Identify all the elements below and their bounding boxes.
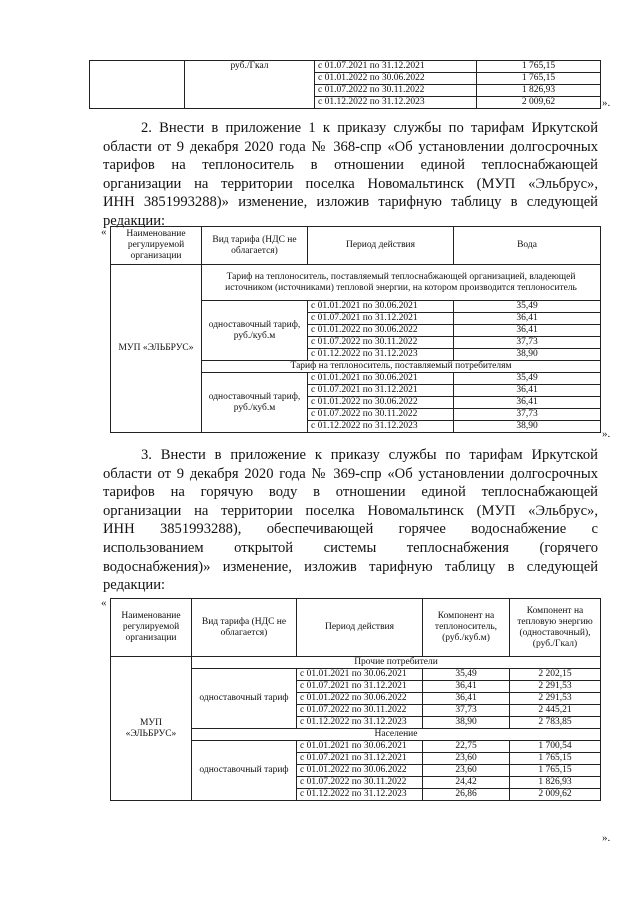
period-cell: с 01.07.2021 по 31.12.2021 — [297, 753, 423, 765]
carrier-value-cell: 23,60 — [423, 765, 510, 777]
period-cell: с 01.01.2021 по 30.06.2021 — [308, 373, 454, 385]
period-cell: с 01.07.2022 по 30.11.2022 — [308, 337, 454, 349]
opening-quote: « — [101, 226, 107, 238]
carrier-value-cell: 36,41 — [423, 693, 510, 705]
hot-water-tariff-table — [110, 598, 601, 801]
value-cell: 36,41 — [454, 313, 601, 325]
paragraph-line: 3. Внести в приложение к приказу службы по тарифам Иркутской — [141, 447, 598, 463]
top-tariff-table-fragment — [89, 60, 601, 109]
period-cell: с 01.01.2022 по 30.06.2022 — [315, 73, 477, 85]
energy-value-cell: 2 291,53 — [510, 681, 601, 693]
period-cell: с 01.01.2021 по 30.06.2021 — [297, 669, 423, 681]
closing-quote: ». — [602, 428, 611, 440]
carrier-value-cell: 37,73 — [423, 705, 510, 717]
header-org: Наименование регулируемой организации — [111, 227, 202, 265]
header-org: Наименование регулируемой организации — [111, 599, 192, 657]
org-name: МУП «ЭЛЬБРУС» — [111, 657, 192, 801]
period-cell: с 01.07.2022 по 30.11.2022 — [297, 705, 423, 717]
header-period: Период действия — [308, 227, 454, 265]
header-tariff-type: Вид тарифа (НДС не облагается) — [202, 227, 308, 265]
paragraph-3 — [103, 446, 598, 595]
closing-quote: ». — [602, 832, 611, 844]
energy-value-cell: 2 202,15 — [510, 669, 601, 681]
value-cell: 36,41 — [454, 397, 601, 409]
paragraph-line: организации на территории поселка Новомальтинск (МУП «Эльбрус», — [103, 502, 598, 519]
period-cell: с 01.12.2022 по 31.12.2023 — [315, 97, 477, 109]
header-carrier-component: Компонент на теплоноситель, (руб./куб.м) — [423, 599, 510, 657]
paragraph-line: редакции: — [103, 577, 166, 594]
paragraph-line: тарифов на горячую воду в отношении единой теплоснабжающей — [103, 484, 598, 501]
value-cell: 35,49 — [454, 301, 601, 313]
period-cell: с 01.07.2021 по 31.12.2021 — [297, 681, 423, 693]
value-cell: 35,49 — [454, 373, 601, 385]
value-cell: 36,41 — [454, 385, 601, 397]
carrier-value-cell: 23,60 — [423, 753, 510, 765]
paragraph-line: ИНН 3851993288), обеспечивающей горячее водоснабжение с — [103, 521, 598, 538]
paragraph-line: 2. Внести в приложение 1 к приказу службы по тарифам Иркутской — [141, 120, 598, 136]
carrier-value-cell: 24,42 — [423, 777, 510, 789]
value-cell: 37,73 — [454, 337, 601, 349]
header-tariff-type: Вид тарифа (НДС не облагается) — [192, 599, 297, 657]
empty-cell — [90, 61, 185, 109]
carrier-value-cell: 36,41 — [423, 681, 510, 693]
value-cell: 1 765,15 — [477, 61, 601, 73]
paragraph-2 — [103, 119, 598, 231]
tariff-type-cell: одноставочный тариф — [192, 741, 297, 801]
paragraph-line: организации на территории поселка Новомальтинск (МУП «Эльбрус», — [103, 175, 598, 192]
value-cell: 37,73 — [454, 409, 601, 421]
energy-value-cell: 1 765,15 — [510, 753, 601, 765]
section-heading: Население — [192, 729, 601, 741]
period-cell: с 01.07.2022 по 30.11.2022 — [315, 85, 477, 97]
paragraph-line: использованием открытой системы теплоснабжения (горячего — [103, 539, 598, 556]
carrier-value-cell: 35,49 — [423, 669, 510, 681]
tariff-type-cell: одноставочный тариф, руб./куб.м — [202, 301, 308, 361]
period-cell: с 01.12.2022 по 31.12.2023 — [297, 789, 423, 801]
period-cell: с 01.07.2022 по 30.11.2022 — [308, 409, 454, 421]
period-cell: с 01.07.2021 по 31.12.2021 — [315, 61, 477, 73]
header-water: Вода — [454, 227, 601, 265]
org-name: МУП «ЭЛЬБРУС» — [111, 265, 202, 433]
period-cell: с 01.01.2022 по 30.06.2022 — [297, 765, 423, 777]
section-heading: Прочие потребители — [192, 657, 601, 669]
energy-value-cell: 2 783,85 — [510, 717, 601, 729]
carrier-value-cell: 26,86 — [423, 789, 510, 801]
value-cell: 36,41 — [454, 325, 601, 337]
section-heading: Тариф на теплоноситель, поставляемый теплоснабжающей организацией, владеющей источником (источниками) тепловой энергии, на котором производится теплоноситель — [202, 265, 601, 301]
carrier-value-cell: 38,90 — [423, 717, 510, 729]
period-cell: с 01.07.2021 по 31.12.2021 — [308, 313, 454, 325]
energy-value-cell: 1 826,93 — [510, 777, 601, 789]
value-cell: 38,90 — [454, 349, 601, 361]
paragraph-line: редакции: — [103, 212, 166, 229]
paragraph-line: ИНН 3851993288)» изменение, изложив тарифную таблицу в следующей — [103, 194, 598, 211]
opening-quote: « — [101, 597, 107, 609]
energy-value-cell: 1 700,54 — [510, 741, 601, 753]
paragraph-line: области от 9 декабря 2020 года № 369-спр «Об установлении долгосрочных — [103, 465, 598, 482]
coolant-tariff-table — [110, 226, 601, 433]
header-energy-component: Компонент на тепловую энергию (одноставочный), (руб./Гкал) — [510, 599, 601, 657]
paragraph-line: тарифов на теплоноситель в отношении единой теплоснабжающей — [103, 157, 598, 174]
period-cell: с 01.01.2022 по 30.06.2022 — [308, 397, 454, 409]
unit-cell: руб./Гкал — [185, 61, 315, 109]
tariff-type-cell: одноставочный тариф, руб./куб.м — [202, 373, 308, 433]
period-cell: с 01.12.2022 по 31.12.2023 — [297, 717, 423, 729]
period-cell: с 01.07.2022 по 30.11.2022 — [297, 777, 423, 789]
energy-value-cell: 2 009,62 — [510, 789, 601, 801]
energy-value-cell: 2 291,53 — [510, 693, 601, 705]
value-cell: 2 009,62 — [477, 97, 601, 109]
energy-value-cell: 2 445,21 — [510, 705, 601, 717]
energy-value-cell: 1 765,15 — [510, 765, 601, 777]
value-cell: 1 765,15 — [477, 73, 601, 85]
period-cell: с 01.07.2021 по 31.12.2021 — [308, 385, 454, 397]
header-period: Период действия — [297, 599, 423, 657]
paragraph-line: области от 9 декабря 2020 года № 368-спр «Об установлении долгосрочных — [103, 138, 598, 155]
value-cell: 1 826,93 — [477, 85, 601, 97]
period-cell: с 01.01.2022 по 30.06.2022 — [308, 325, 454, 337]
value-cell: 38,90 — [454, 421, 601, 433]
tariff-type-cell: одноставочный тариф — [192, 669, 297, 729]
period-cell: с 01.12.2022 по 31.12.2023 — [308, 421, 454, 433]
paragraph-line: водоснабжения)» изменение, изложив тарифную таблицу в следующей — [103, 558, 598, 575]
carrier-value-cell: 22,75 — [423, 741, 510, 753]
section-heading: Тариф на теплоноситель, поставляемый потребителям — [202, 361, 601, 373]
period-cell: с 01.01.2022 по 30.06.2022 — [297, 693, 423, 705]
period-cell: с 01.01.2021 по 30.06.2021 — [297, 741, 423, 753]
period-cell: с 01.01.2021 по 30.06.2021 — [308, 301, 454, 313]
closing-quote: ». — [602, 97, 611, 109]
period-cell: с 01.12.2022 по 31.12.2023 — [308, 349, 454, 361]
